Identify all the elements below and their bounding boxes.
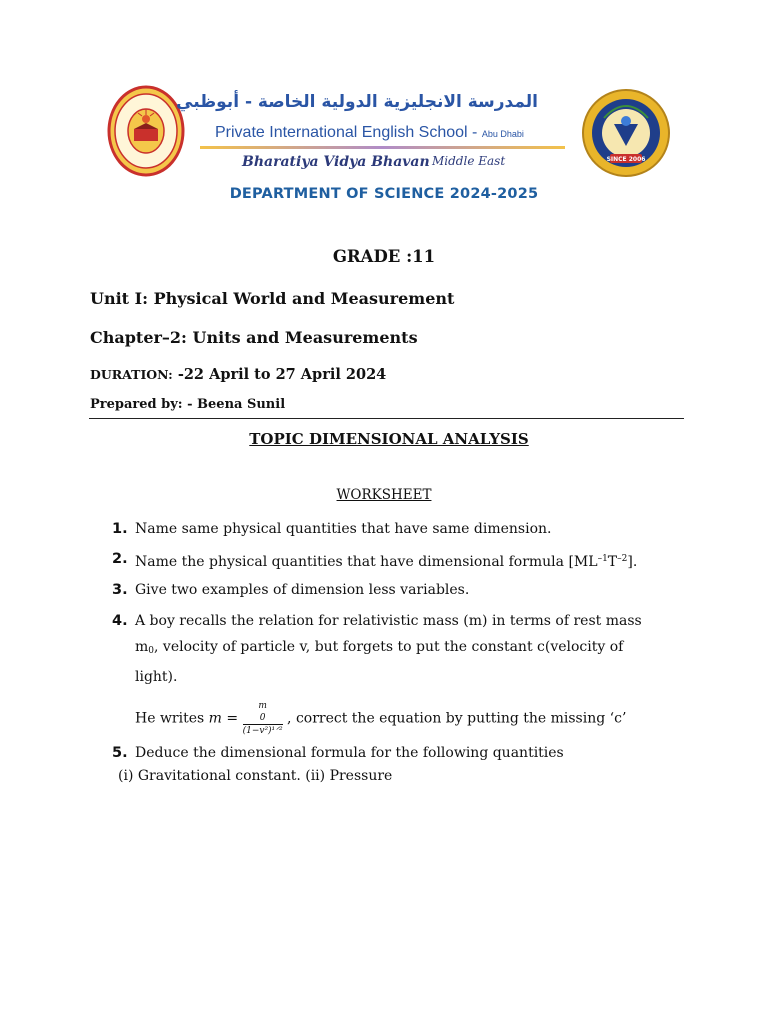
school-emblem-right (580, 88, 672, 178)
question-number: 5. (112, 745, 128, 761)
duration-label: DURATION: (90, 367, 173, 382)
question-number: 2. (112, 551, 128, 567)
duration-line (90, 366, 386, 383)
relativistic-mass-formula: He writes m = m 0 (1−v²)¹ᐟ² , correct the equation by putting the missing ‘c’ (135, 701, 627, 736)
school-name-arabic: المدرسة الانجليزية الدولية الخاصة - أبوظبي (176, 92, 538, 112)
affiliation-name: Bharatiya Vidya Bhavan (242, 154, 430, 170)
unit-heading: Unit I: Physical World and Measurement (90, 289, 455, 308)
horizontal-rule (89, 418, 684, 419)
school-name-english: Private International English School - Abu Dhabi (215, 124, 524, 141)
school-header (176, 92, 580, 182)
grade-heading: GRADE :11 (332, 247, 436, 266)
prepared-by: Prepared by: - Beena Sunil (90, 397, 286, 412)
question-text: A boy recalls the relation for relativistic mass (m) in terms of rest mass $m_0$, velocity of particle v, but forgets to put the constant c(velocity of light). (135, 613, 642, 685)
school-emblem-left (107, 85, 185, 177)
question-text: Name same physical quantities that have same dimension. (135, 521, 552, 537)
formula-fraction: m 0 (1−v²)¹ᐟ² (242, 701, 283, 736)
department-title: DEPARTMENT OF SCIENCE 2024-2025 (229, 186, 539, 202)
topic-heading: TOPIC DIMENSIONAL ANALYSIS (249, 430, 529, 448)
region-signature: Middle East (432, 154, 506, 168)
worksheet-heading: WORKSHEET (336, 487, 432, 503)
question-number: 4. (112, 613, 128, 629)
question-text: Deduce the dimensional formula for the following quantities (135, 745, 564, 761)
duration-value: -22 April to 27 April 2024 (172, 366, 387, 383)
svg-text:SINCE 2006: SINCE 2006 (606, 156, 646, 163)
chapter-heading: Chapter–2: Units and Measurements (90, 328, 418, 347)
question-options: (i) Gravitational constant. (ii) Pressure (118, 768, 393, 784)
question-text: Give two examples of dimension less variables. (135, 582, 470, 598)
question-text: Name the physical quantities that have dimensional formula $[ML^{-1}T^{-2}]$. (135, 554, 638, 570)
header-divider (200, 146, 565, 149)
question-number: 1. (112, 521, 128, 537)
question-number: 3. (112, 582, 128, 598)
